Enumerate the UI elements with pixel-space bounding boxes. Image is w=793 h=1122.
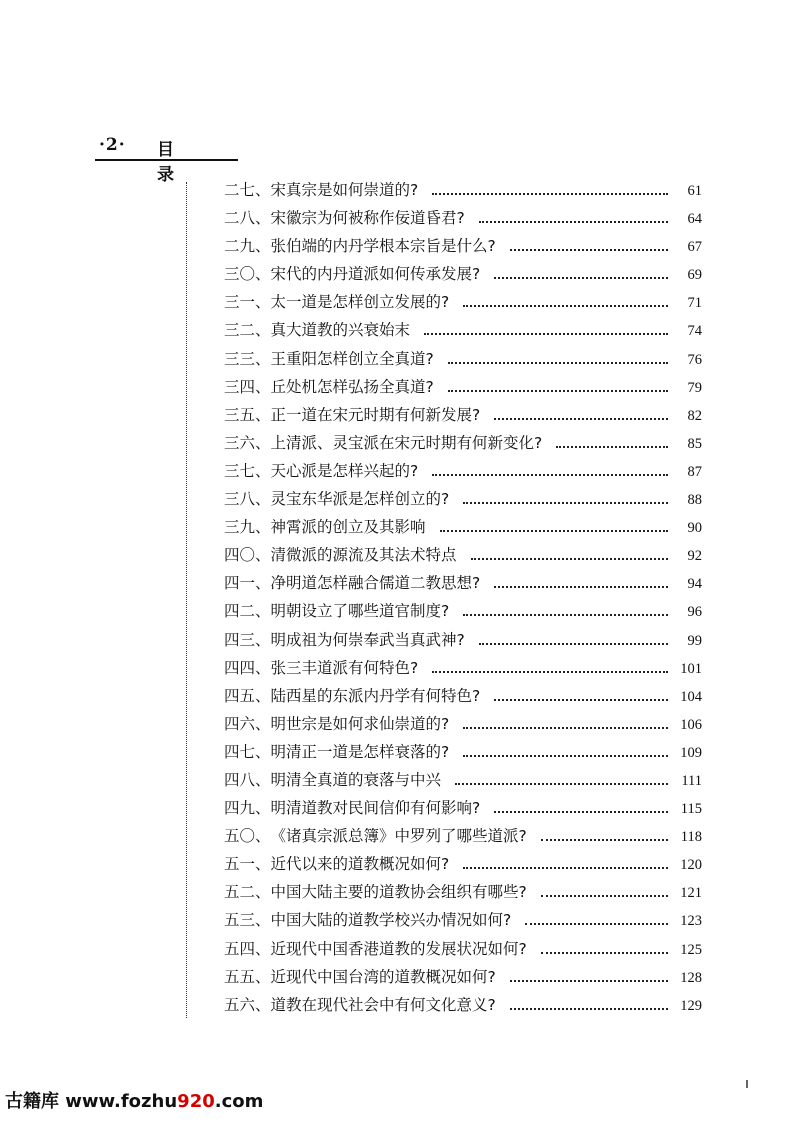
toc-dot-leader [424,333,668,335]
toc-entry[interactable] [224,515,702,543]
toc-entry-page: 87 [687,463,702,480]
page-title: 目录 [157,140,200,185]
toc-entry[interactable] [224,318,702,346]
toc-entry-page: 121 [680,885,702,902]
toc-entry-title: 近代以来的道教概况如何? [270,855,450,874]
toc-entry-title: 明朝设立了哪些道官制度? [270,602,450,621]
toc-entry-number: 三三、 [224,349,271,368]
toc-entry-page: 82 [687,407,702,424]
toc-dot-leader [479,221,668,223]
toc-entry[interactable] [224,459,702,487]
toc-entry-number: 四八、 [224,770,271,789]
toc-entry[interactable] [224,543,702,571]
toc-entry-title: 明清正一道是怎样衰落的? [270,742,450,761]
toc-entry-title: 丘处机怎样弘扬全真道? [270,377,434,396]
toc-entry-page: 85 [687,435,702,452]
footer-url-suffix: .com [214,1091,264,1112]
toc-entry[interactable] [224,684,702,712]
toc-dot-leader [432,474,668,476]
toc-entry-title: 道教在现代社会中有何文化意义? [270,995,496,1014]
toc-dot-leader [463,614,668,616]
toc-entry-number: 五〇、 [224,827,271,846]
toc-entry[interactable] [224,262,702,290]
toc-entry-title: 中国大陆主要的道教协会组织有哪些? [270,883,527,902]
toc-entry[interactable] [224,487,702,515]
toc-dot-leader [510,980,668,982]
page-header [95,133,238,185]
toc-entry-number: 四二、 [224,602,271,621]
toc-entry-page: 123 [680,913,702,930]
toc-dot-leader [494,586,668,588]
toc-entry[interactable] [224,234,702,262]
toc-entry-title: 灵宝东华派是怎样创立的? [270,490,450,509]
toc-entry-number: 五六、 [224,995,271,1014]
toc-dot-leader [463,502,668,504]
toc-entry-number: 四九、 [224,799,271,818]
toc-entry-page: 94 [687,576,702,593]
toc-dot-leader [463,867,668,869]
toc-entry-number: 四一、 [224,574,271,593]
toc-entry-page: 69 [687,267,702,284]
toc-entry[interactable] [224,852,702,880]
footer-url-prefix: www.fozhu [65,1091,178,1112]
toc-dot-leader [510,249,668,251]
toc-entry[interactable] [224,712,702,740]
toc-dot-leader [463,305,668,307]
toc-entry-title: 宋徽宗为何被称作佞道昏君? [270,209,465,228]
toc-entry-page: 101 [680,660,702,677]
toc-entry-number: 五五、 [224,967,271,986]
toc-entry-number: 三九、 [224,518,271,537]
toc-entry-title: 明成祖为何崇奉武当真武神? [270,630,465,649]
toc-entry-title: 王重阳怎样创立全真道? [270,349,434,368]
toc-entry-title: 天心派是怎样兴起的? [270,461,419,480]
toc-entry[interactable] [224,656,702,684]
toc-entry-page: 76 [687,351,702,368]
toc-entry-number: 三七、 [224,461,271,480]
toc-entry-title: 清微派的源流及其法术特点 [270,546,457,565]
toc-entry-number: 四五、 [224,686,271,705]
toc-entry-number: 三八、 [224,490,271,509]
toc-entry-title: 宋真宗是如何崇道的? [270,181,419,199]
toc-entry-number: 五三、 [224,911,271,930]
toc-entry[interactable] [224,431,702,459]
toc-entry[interactable] [224,965,702,993]
toc-entry-page: 92 [687,548,702,565]
toc-entry-page: 79 [687,379,702,396]
toc-entry-number: 三一、 [224,293,271,312]
toc-dot-leader [510,1008,668,1010]
toc-entry[interactable] [224,824,702,852]
toc-entry-number: 五四、 [224,939,271,958]
toc-entry-title: 张三丰道派有何特色? [270,658,419,677]
toc-entry-page: 67 [687,239,702,256]
toc-margin-rule [186,182,187,1018]
toc-entry-number: 四七、 [224,742,271,761]
toc-entry-number: 三五、 [224,405,271,424]
toc-entry[interactable] [224,599,702,627]
footer-url[interactable] [65,1091,263,1112]
toc-entry-title: 真大道教的兴衰始末 [270,321,411,340]
toc-entry-title: 上清派、灵宝派在宋元时期有何新变化? [270,433,543,452]
footer-watermark[interactable] [5,1087,263,1113]
toc-entry-page: 115 [680,801,702,818]
toc-dot-leader [463,727,668,729]
toc-entry[interactable] [224,628,702,656]
toc-entry-title: 中国大陆的道教学校兴办情况如何? [270,911,512,930]
toc-entry[interactable] [224,880,702,908]
toc-entry-page: 90 [687,520,702,537]
toc-entry-title: 明世宗是如何求仙崇道的? [270,714,450,733]
toc-dot-leader [494,699,668,701]
toc-entry-page: 109 [680,744,702,761]
toc-dot-leader [479,643,668,645]
toc-entry[interactable] [224,993,702,1021]
toc-dot-leader [471,558,668,560]
toc-entry-page: 128 [680,969,702,986]
toc-entry-title: 陆西星的东派内丹学有何特色? [270,686,481,705]
toc-dot-leader [556,446,668,448]
toc-entry-title: 明清道教对民间信仰有何影响? [270,799,481,818]
toc-entry-page: 118 [680,829,702,846]
toc-entry-number: 五二、 [224,883,271,902]
toc-entry-page: 106 [680,716,702,733]
toc-entry-title: 神霄派的创立及其影响 [270,518,426,537]
toc-entry[interactable] [224,403,702,431]
toc-entry-title: 近现代中国台湾的道教概况如何? [270,967,496,986]
toc-entry[interactable] [224,206,702,234]
toc-dot-leader [455,783,668,785]
toc-entry-page: 64 [687,211,702,228]
toc-entry-title: 正一道在宋元时期有何新发展? [270,405,481,424]
footer-site-name: 古籍库 [5,1091,59,1112]
toc-dot-leader [541,839,668,841]
toc-entry-number: 三六、 [224,433,271,452]
toc-entry[interactable] [224,937,702,965]
toc-dot-leader [494,418,668,420]
toc-entry-title: 《诸真宗派总簿》中罗列了哪些道派? [270,827,527,846]
toc-dot-leader [463,755,668,757]
toc-entry-page: 96 [687,604,702,621]
toc-dot-leader [541,952,668,954]
toc-entry-number: 三〇、 [224,265,271,284]
toc-entry-number: 二七、 [224,181,271,199]
table-of-contents [224,178,702,1021]
toc-dot-leader [440,530,668,532]
toc-entry[interactable] [224,290,702,318]
toc-entry-page: 120 [680,857,702,874]
toc-entry-number: 五一、 [224,855,271,874]
toc-dot-leader [541,895,668,897]
toc-dot-leader [494,811,668,813]
toc-entry[interactable] [224,375,702,403]
toc-entry-page: 104 [680,688,702,705]
toc-entry-number: 四〇、 [224,546,271,565]
toc-entry-title: 太一道是怎样创立发展的? [270,293,450,312]
toc-entry[interactable] [224,347,702,375]
toc-entry-page: 125 [680,941,702,958]
toc-entry-number: 二九、 [224,237,271,256]
toc-entry-number: 三四、 [224,377,271,396]
toc-dot-leader [448,362,668,364]
toc-entry-number: 四六、 [224,714,271,733]
page-number: ·2· [99,135,126,155]
toc-entry-title: 张伯端的内丹学根本宗旨是什么? [270,237,496,256]
toc-entry[interactable] [224,768,702,796]
toc-dot-leader [432,671,668,673]
toc-entry-page: 74 [687,323,702,340]
toc-entry[interactable] [224,908,702,936]
toc-entry-page: 61 [687,183,702,199]
toc-entry[interactable] [224,178,702,206]
toc-entry-title: 宋代的内丹道派如何传承发展? [270,265,481,284]
toc-entry-number: 四四、 [224,658,271,677]
toc-dot-leader [494,277,668,279]
toc-entry-number: 四三、 [224,630,271,649]
toc-entry-page: 88 [687,492,702,509]
toc-entry-page: 111 [681,772,702,789]
corner-mark [746,1080,748,1088]
toc-entry-page: 129 [680,997,702,1014]
toc-entry[interactable] [224,571,702,599]
toc-entry-number: 三二、 [224,321,271,340]
toc-entry-page: 71 [687,295,702,312]
toc-entry-title: 近现代中国香港道教的发展状况如何? [270,939,527,958]
toc-entry-page: 99 [687,632,702,649]
toc-dot-leader [432,193,668,195]
toc-entry-title: 明清全真道的衰落与中兴 [270,770,442,789]
toc-entry-title: 净明道怎样融合儒道二教思想? [270,574,481,593]
toc-dot-leader [525,923,668,925]
toc-dot-leader [448,390,668,392]
toc-entry[interactable] [224,740,702,768]
footer-url-accent: 920 [177,1091,215,1112]
toc-entry-number: 二八、 [224,209,271,228]
toc-entry[interactable] [224,796,702,824]
